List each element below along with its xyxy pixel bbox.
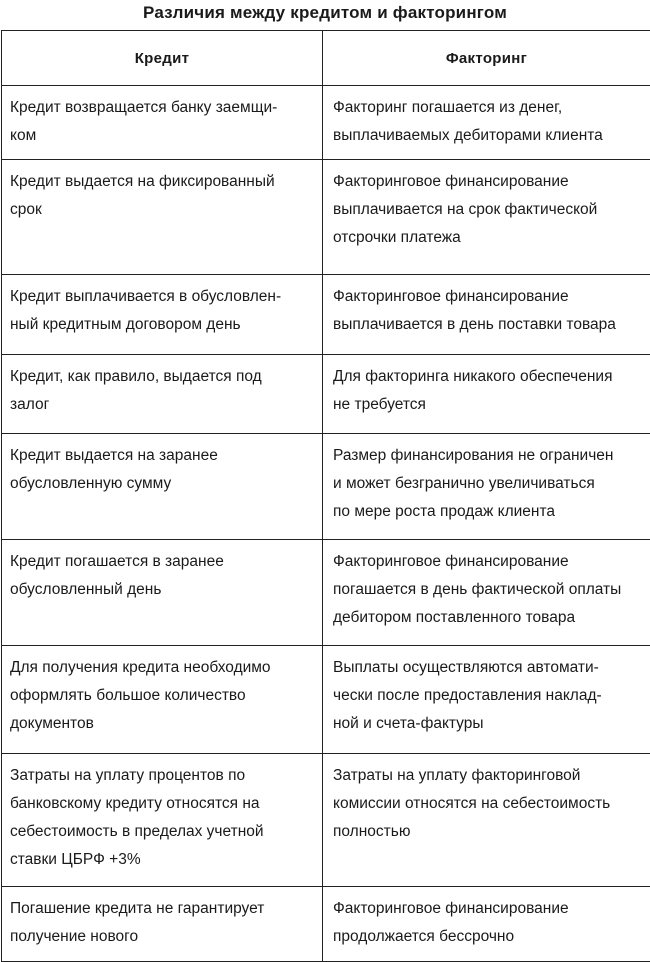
table-row xyxy=(2,160,650,275)
credit-cell xyxy=(2,434,323,540)
page-title: Различия между кредитом и факторингом xyxy=(0,0,650,30)
credit-text: Кредит выдается на заранее обусловленную сумму xyxy=(2,434,322,504)
credit-cell xyxy=(2,355,323,434)
table-row xyxy=(2,540,650,646)
credit-cell xyxy=(2,540,323,646)
table-row xyxy=(2,434,650,540)
table-row xyxy=(2,887,650,962)
factoring-text: Факторинговое финансирование продолжается бессрочно xyxy=(323,887,650,957)
table-row xyxy=(2,355,650,434)
credit-cell xyxy=(2,646,323,754)
factoring-text: Для факторинга никакого обеспечения не требуется xyxy=(323,355,650,425)
credit-text: Погашение кредита не гарантирует получение нового xyxy=(2,887,322,957)
credit-cell xyxy=(2,160,323,275)
credit-text: Кредит выплачивается в обусловлен- ный кредитным договором день xyxy=(2,275,322,345)
credit-text: Кредит выдается на фиксированный срок xyxy=(2,160,322,230)
column-header-credit: Кредит xyxy=(2,31,323,86)
credit-cell xyxy=(2,86,323,160)
table-header-row xyxy=(2,31,650,86)
factoring-text: Факторинговое финансирование выплачивается в день поставки товара xyxy=(323,275,650,345)
table-row xyxy=(2,754,650,887)
factoring-cell xyxy=(323,754,650,887)
column-header-factoring: Факторинг xyxy=(323,31,650,86)
factoring-cell xyxy=(323,434,650,540)
factoring-text: Факторинговое финансирование погашается в день фактической оплаты дебитором поставленного товара xyxy=(323,540,650,638)
factoring-cell xyxy=(323,160,650,275)
factoring-cell xyxy=(323,540,650,646)
factoring-text: Факторинговое финансирование выплачивается на срок фактической отсрочки платежа xyxy=(323,160,650,258)
credit-text: Затраты на уплату процентов по банковскому кредиту относятся на себестоимость в пределах учетной ставки ЦБРФ +3% xyxy=(2,754,322,880)
credit-cell xyxy=(2,887,323,962)
table-row xyxy=(2,86,650,160)
factoring-cell xyxy=(323,355,650,434)
credit-text: Кредит погашается в заранее обусловленный день xyxy=(2,540,322,610)
factoring-cell xyxy=(323,86,650,160)
factoring-cell xyxy=(323,887,650,962)
factoring-text: Размер финансирования не ограничен и может безгранично увеличиваться по мере роста продаж клиента xyxy=(323,434,650,532)
factoring-cell xyxy=(323,275,650,355)
credit-text: Кредит, как правило, выдается под залог xyxy=(2,355,322,425)
credit-text: Кредит возвращается банку заемщи- ком xyxy=(2,86,322,156)
comparison-table xyxy=(1,30,650,962)
table-row xyxy=(2,275,650,355)
factoring-text: Факторинг погашается из денег, выплачиваемых дебиторами клиента xyxy=(323,86,650,156)
factoring-text: Затраты на уплату факторинговой комиссии относятся на себестоимость полностью xyxy=(323,754,650,852)
factoring-cell xyxy=(323,646,650,754)
credit-text: Для получения кредита необходимо оформлять большое количество документов xyxy=(2,646,322,744)
credit-cell xyxy=(2,275,323,355)
factoring-text: Выплаты осуществляются автомати- чески после предоставления наклад- ной и счета-фактуры xyxy=(323,646,650,744)
credit-cell xyxy=(2,754,323,887)
table-row xyxy=(2,646,650,754)
